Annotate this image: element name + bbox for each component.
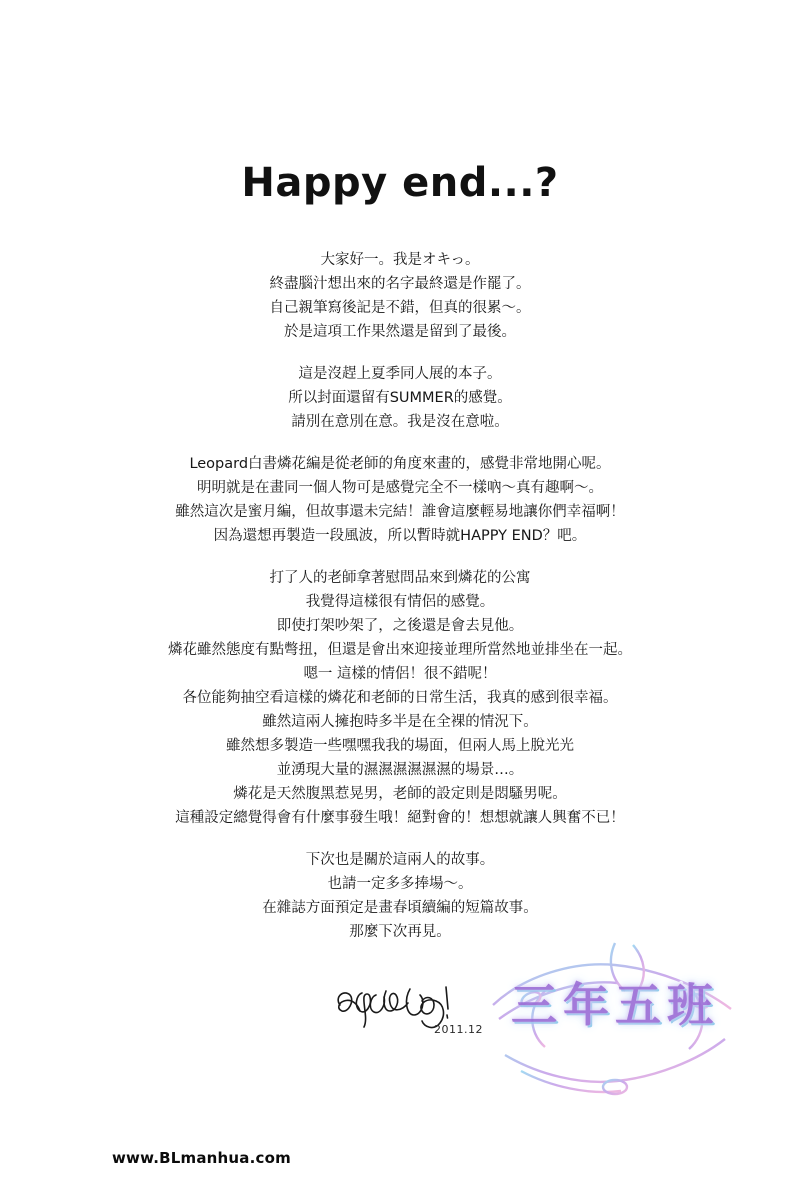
- text-line: 各位能夠抽空看這樣的燐花和老師的日常生活，我真的感到很幸福。: [182, 690, 618, 706]
- paragraph: [0, 452, 800, 548]
- paragraph: [0, 848, 800, 944]
- text-line: 燐花雖然態度有點彆扭，但還是會出來迎接並理所當然地並排坐在一起。: [168, 642, 632, 658]
- decorative-logo: [485, 935, 745, 1100]
- site-watermark: www.BLmanhua.com: [112, 1149, 291, 1167]
- text-line: 即使打架吵架了，之後還是會去見他。: [276, 618, 524, 634]
- text-line: 雖然這次是蜜月編，但故事還未完結！誰會這麼輕易地讓你們幸福啊！: [175, 504, 625, 520]
- text-line: 下次也是關於這兩人的故事。: [305, 852, 495, 868]
- paragraph: [0, 362, 800, 434]
- text-line: 雖然這兩人擁抱時多半是在全裸的情況下。: [262, 714, 538, 730]
- text-line: 自己親筆寫後記是不錯，但真的很累～。: [269, 300, 531, 316]
- text-line: 並湧現大量的濕濕濕濕濕濕的場景…。: [276, 762, 524, 778]
- text-line: 這是沒趕上夏季同人展的本子。: [298, 366, 502, 382]
- logo-text: 三年五班: [511, 978, 719, 1032]
- text-line: 在雜誌方面預定是畫春頃續編的短篇故事。: [262, 900, 538, 916]
- author-signature: [330, 975, 510, 1045]
- text-line: 嗯一 這樣的情侶！很不錯呢！: [303, 666, 497, 682]
- text-line: 打了人的老師拿著慰問品來到燐花的公寓: [269, 570, 531, 586]
- signature-date: 2011.12: [434, 1023, 483, 1036]
- text-line: 這種設定總覺得會有什麼事發生哦！絕對會的！想想就讓人興奮不已！: [175, 810, 625, 826]
- text-line: 我覺得這樣很有情侶的感覺。: [305, 594, 495, 610]
- paragraph: [0, 566, 800, 830]
- text-line: 明明就是在畫同一個人物可是感覺完全不一樣吶～真有趣啊～。: [197, 480, 603, 496]
- afterword-body: [0, 248, 800, 944]
- text-line: 那麼下次再見。: [349, 924, 451, 940]
- text-line: 於是這項工作果然還是留到了最後。: [284, 324, 516, 340]
- text-line: 大家好一。我是オキっ。: [320, 252, 480, 268]
- text-line: 所以封面還留有SUMMER的感覺。: [288, 390, 512, 406]
- text-line: 雖然想多製造一些嘿嘿我我的場面，但兩人馬上脫光光: [226, 738, 574, 754]
- text-line: 終盡腦汁想出來的名字最終還是作罷了。: [269, 276, 531, 292]
- text-line: 燐花是天然腹黑惹晃男，老師的設定則是悶騷男呢。: [233, 786, 567, 802]
- paragraph: [0, 248, 800, 344]
- text-line: 因為還想再製造一段風波，所以暫時就HAPPY END？吧。: [213, 528, 587, 544]
- text-line: 請別在意別在意。我是沒在意啦。: [291, 414, 509, 430]
- text-line: Leopard白書燐花編是從老師的角度來畫的，感覺非常地開心呢。: [189, 456, 611, 472]
- text-line: 也請一定多多捧場～。: [327, 876, 473, 892]
- handwritten-signature-icon: [330, 975, 510, 1045]
- page-title: Happy end...?: [241, 160, 559, 206]
